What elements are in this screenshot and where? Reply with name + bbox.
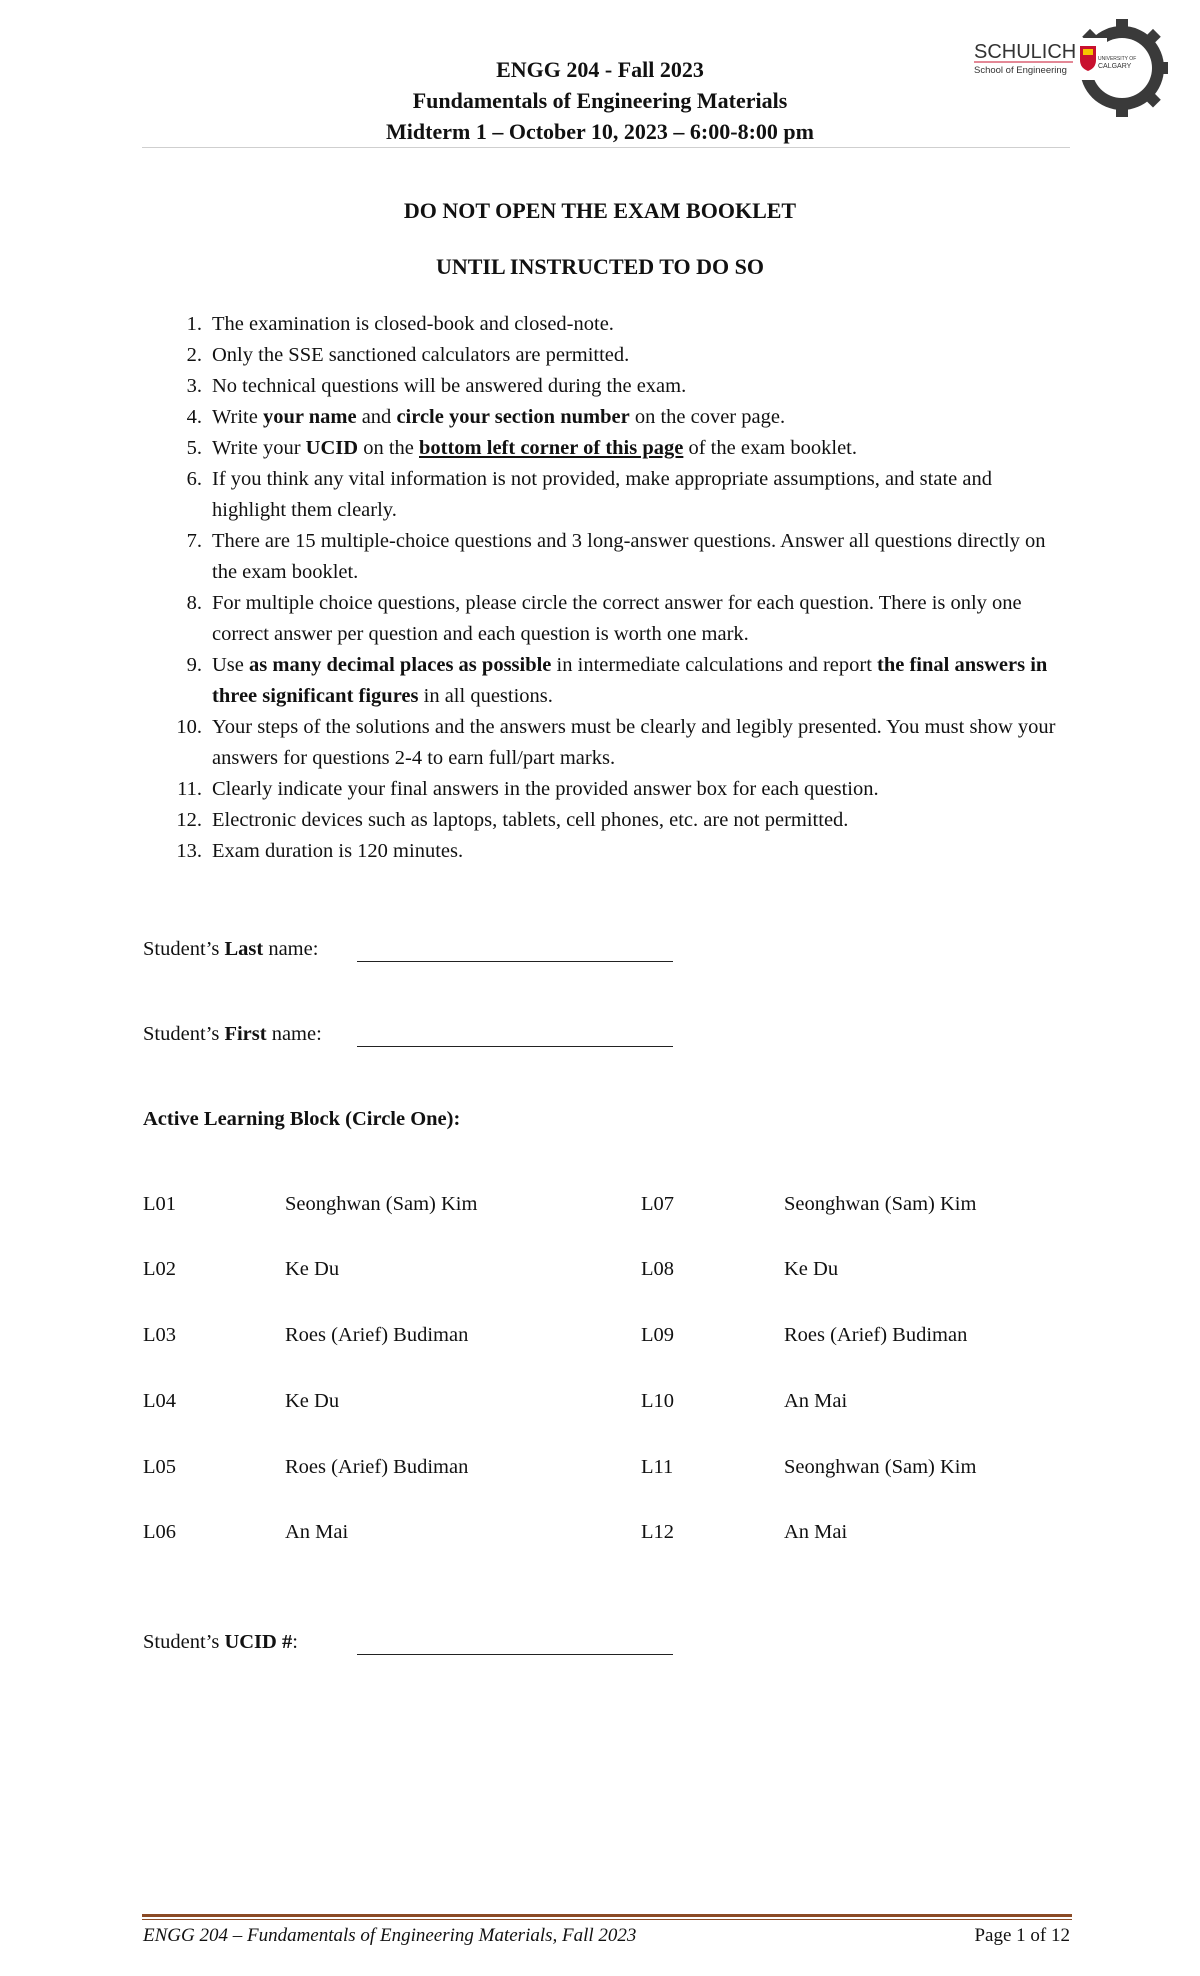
instruction-fragment: For multiple choice questions, please circle the correct answer for each question. There is only one correct answer per question and each question is worth one mark. (212, 592, 1022, 645)
instruction-fragment: Use (212, 654, 250, 676)
instruction-fragment: Clearly indicate your final answers in the provided answer box for each question. (212, 778, 879, 800)
section-code[interactable]: L05 (143, 1456, 177, 1478)
first-name-input-line[interactable] (357, 1046, 673, 1047)
instruction-text (212, 433, 1070, 464)
section-code[interactable]: L06 (143, 1521, 177, 1543)
instruction-fragment: Write your (212, 437, 306, 459)
warning-subtitle: UNTIL INSTRUCTED TO DO SO (435, 254, 765, 279)
logo-subtitle: School of Engineering (974, 65, 1067, 76)
instruction-fragment: on the (358, 437, 419, 459)
instruction-text (212, 805, 1070, 836)
schulich-logo (972, 18, 1168, 118)
instruction-fragment: in intermediate calculations and report (551, 654, 878, 676)
instruction-fragment: and (356, 406, 397, 428)
instruction-item (170, 712, 1070, 774)
logo-calgary: CALGARY (1098, 63, 1132, 70)
instruction-item (170, 309, 1070, 340)
instructor-name[interactable]: Roes (Arief) Budiman (285, 1456, 469, 1478)
instruction-number: 7. (186, 530, 202, 552)
instruction-number: 13. (176, 840, 202, 862)
instruction-item (170, 650, 1070, 712)
active-learning-block-title: Active Learning Block (Circle One): (143, 1108, 461, 1130)
emphasis-text: bottom left corner of this page (419, 437, 684, 459)
instruction-number: 11. (177, 778, 202, 800)
instruction-fragment: If you think any vital information is not provided, make appropriate assumptions, and state and highlight them clearly. (212, 468, 992, 521)
emphasis-text: your name (262, 406, 357, 428)
instruction-text (212, 402, 1070, 433)
course-subtitle: Fundamentals of Engineering Materials (412, 88, 788, 113)
ucid-input-line[interactable] (357, 1654, 673, 1655)
section-code[interactable]: L09 (641, 1324, 675, 1346)
ucid-label: Student’s UCID #: (143, 1631, 298, 1653)
instructor-name[interactable]: Roes (Arief) Budiman (285, 1324, 469, 1346)
emphasis-text: circle your section number (396, 406, 630, 428)
instruction-fragment: Only the SSE sanctioned calculators are permitted. (212, 344, 630, 366)
instruction-fragment: of the exam booklet. (683, 437, 857, 459)
course-title: ENGG 204 - Fall 2023 (496, 57, 704, 82)
instruction-number: 4. (186, 406, 202, 428)
instruction-fragment: in all questions. (418, 685, 553, 707)
instruction-number: 3. (186, 375, 202, 397)
university-crest-icon (1080, 46, 1096, 71)
instructor-name[interactable]: Seonghwan (Sam) Kim (784, 1193, 977, 1215)
instructor-name[interactable]: An Mai (784, 1521, 848, 1543)
section-code[interactable]: L01 (143, 1193, 177, 1215)
instruction-item (170, 588, 1070, 650)
instruction-number: 10. (176, 716, 202, 738)
logo-university-of: UNIVERSITY OF (1098, 56, 1137, 62)
last-name-input-line[interactable] (357, 961, 673, 962)
instruction-text (212, 650, 1070, 712)
instruction-text (212, 526, 1070, 588)
instruction-number: 5. (186, 437, 202, 459)
instruction-text (212, 712, 1070, 774)
instruction-number: 12. (176, 809, 202, 831)
warning-title: DO NOT OPEN THE EXAM BOOKLET (403, 198, 797, 223)
section-code[interactable]: L11 (641, 1456, 674, 1478)
instruction-item (170, 526, 1070, 588)
instruction-number: 6. (186, 468, 202, 490)
emphasis-text: the final answers in three significant figures (212, 654, 1048, 707)
instructor-name[interactable]: Seonghwan (Sam) Kim (784, 1456, 977, 1478)
instruction-number: 8. (186, 592, 202, 614)
section-code[interactable]: L02 (143, 1258, 177, 1280)
instruction-text (212, 464, 1070, 526)
last-name-label: Student’s Last name: (143, 938, 319, 960)
instructor-name[interactable]: Ke Du (784, 1258, 839, 1280)
section-code[interactable]: L12 (641, 1521, 675, 1543)
instruction-text (212, 588, 1070, 650)
instruction-number: 2. (186, 344, 202, 366)
instructor-name[interactable]: Roes (Arief) Budiman (784, 1324, 968, 1346)
page-number: Page 1 of 12 (974, 1925, 1070, 1946)
instruction-fragment: The examination is closed-book and closed-note. (212, 313, 614, 335)
instruction-number: 1. (186, 313, 202, 335)
emphasis-text: as many decimal places as possible (249, 654, 552, 676)
emphasis-text: UCID (305, 437, 359, 459)
instruction-item (170, 402, 1070, 433)
instruction-fragment: on the cover page. (629, 406, 786, 428)
header-divider (142, 147, 1070, 148)
first-name-label: Student’s First name: (143, 1023, 322, 1045)
instruction-item (170, 464, 1070, 526)
instructor-name[interactable]: An Mai (784, 1390, 848, 1412)
instructor-name[interactable]: Seonghwan (Sam) Kim (285, 1193, 478, 1215)
footer-divider-thick (142, 1914, 1072, 1917)
section-code[interactable]: L07 (641, 1193, 675, 1215)
instruction-fragment: Write (212, 406, 263, 428)
footer-course: ENGG 204 – Fundamentals of Engineering Materials, Fall 2023 (143, 1925, 637, 1946)
instruction-item (170, 774, 1070, 805)
instruction-fragment: Electronic devices such as laptops, tablets, cell phones, etc. are not permitted. (212, 809, 849, 831)
instruction-text (212, 371, 1070, 402)
instruction-item (170, 371, 1070, 402)
instruction-text (212, 340, 1070, 371)
instruction-text (212, 774, 1070, 805)
logo-name: SCHULICH (974, 41, 1077, 63)
instruction-text (212, 836, 1070, 867)
instruction-fragment: No technical questions will be answered during the exam. (212, 375, 687, 397)
footer-divider-thin (142, 1919, 1072, 1920)
exam-date: Midterm 1 – October 10, 2023 – 6:00-8:00 pm (386, 119, 814, 144)
section-code[interactable]: L08 (641, 1258, 675, 1280)
instruction-item (170, 340, 1070, 371)
section-code[interactable]: L04 (143, 1390, 177, 1412)
instruction-fragment: Your steps of the solutions and the answers must be clearly and legibly presented. You must show your answers for questions 2-4 to earn full/part marks. (212, 716, 1056, 769)
instructor-name[interactable]: Ke Du (285, 1390, 340, 1412)
instruction-number: 9. (186, 654, 202, 676)
instruction-item (170, 836, 1070, 867)
instructor-name[interactable]: An Mai (285, 1521, 349, 1543)
instruction-fragment: There are 15 multiple-choice questions and 3 long-answer questions. Answer all questions directly on the exam booklet. (212, 530, 1046, 583)
instructor-name[interactable]: Ke Du (285, 1258, 340, 1280)
instruction-item (170, 433, 1070, 464)
instruction-fragment: Exam duration is 120 minutes. (212, 840, 464, 862)
instruction-item (170, 805, 1070, 836)
section-code[interactable]: L03 (143, 1324, 177, 1346)
section-code[interactable]: L10 (641, 1390, 675, 1412)
instructions-list (170, 309, 1070, 867)
instruction-text (212, 309, 1070, 340)
